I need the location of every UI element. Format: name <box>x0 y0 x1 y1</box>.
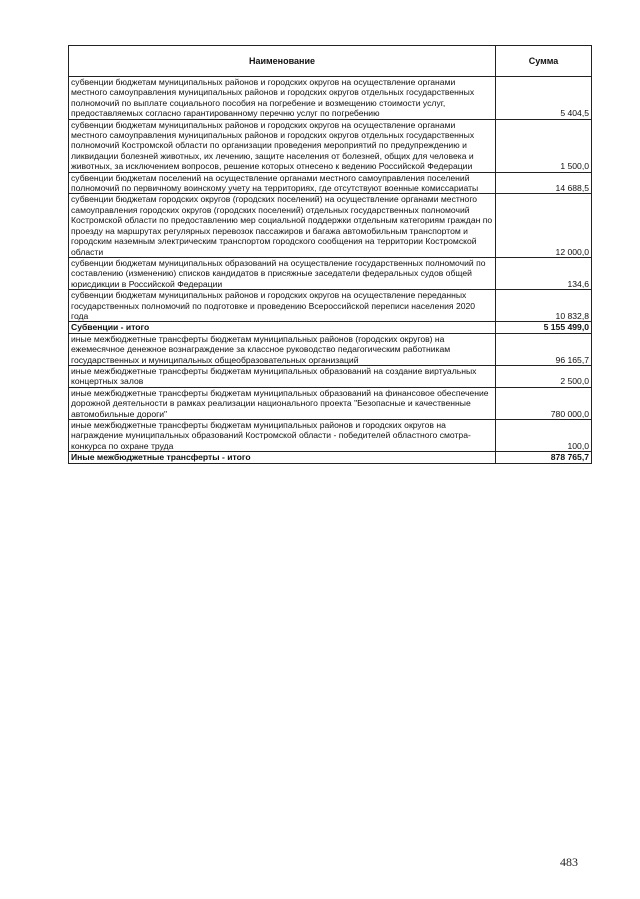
row-name-cell: субвенции бюджетам муниципальных районов и городских округов на осуществление органами местного самоуправления муниципальных районов и городских округов отдельных государственных полномочий Костромской области по организации проведения мероприятий по предупреждению и ликвидации болезней животных, их лечению, защите населения от болезней, общих для человека и животных, за исключением вопросов, решение которых отнесено к ведению Российской Федерации <box>69 119 496 172</box>
row-sum-cell: 878 765,7 <box>496 452 592 463</box>
row-name-cell: субвенции бюджетам муниципальных районов и городских округов на осуществление переданных государственных полномочий по подготовке и проведению Всероссийской переписи населения 2020 года <box>69 290 496 322</box>
table-row <box>69 365 592 387</box>
row-sum-cell: 14 688,5 <box>496 172 592 194</box>
page-number: 483 <box>560 855 578 869</box>
table-header-row <box>69 46 592 77</box>
row-sum-cell: 96 165,7 <box>496 333 592 365</box>
table-row <box>69 333 592 365</box>
row-sum-cell: 1 500,0 <box>496 119 592 172</box>
table-row <box>69 77 592 120</box>
table-body <box>69 77 592 464</box>
row-name-cell: субвенции бюджетам городских округов (городских поселений) на осуществление органами местного самоуправления городских округов (городских поселений) отдельных государственных полномочий Костромской области по предоставлению мер социальной поддержки отдельным категориям граждан по проезду на маршрутах регулярных перевозок пассажиров и багажа автомобильным транспортом и городским наземным электрическим транспортом городского сообщения на территории Костромской области <box>69 194 496 257</box>
row-name-cell: субвенции бюджетам муниципальных районов и городских округов на осуществление органами местного самоуправления муниципальных районов и городских округов отдельных государственных полномочий по выплате социального пособия на погребение и возмещению стоимости услуг, предоставляемых согласно гарантированному перечню услуг по погребению <box>69 77 496 120</box>
table-row <box>69 387 592 419</box>
row-name-cell: иные межбюджетные трансферты бюджетам муниципальных районов (городских округов) на ежемесячное денежное вознаграждение за классное руководство педагогическим работникам государственных и муниципальных общеобразовательных организаций <box>69 333 496 365</box>
row-sum-cell: 100,0 <box>496 420 592 452</box>
table-row <box>69 194 592 257</box>
table-row <box>69 119 592 172</box>
row-sum-cell: 134,6 <box>496 257 592 289</box>
column-header-name: Наименование <box>69 46 496 77</box>
row-name-cell: субвенции бюджетам поселений на осуществление органами местного самоуправления поселений полномочий по первичному воинскому учету на территориях, где отсутствуют военные комиссариаты <box>69 172 496 194</box>
budget-table <box>68 45 592 464</box>
row-name-cell: субвенции бюджетам муниципальных образований на осуществление государственных полномочий по составлению (изменению) списков кандидатов в присяжные заседатели федеральных судов общей юрисдикции в Российской Федерации <box>69 257 496 289</box>
table-row <box>69 172 592 194</box>
budget-table-container <box>68 45 591 464</box>
row-name-cell: иные межбюджетные трансферты бюджетам муниципальных образований на создание виртуальных концертных залов <box>69 365 496 387</box>
row-name-cell: иные межбюджетные трансферты бюджетам муниципальных районов и городских округов на награждение муниципальных образований Костромской области - победителей областного смотра-конкурса по охране труда <box>69 420 496 452</box>
row-name-cell: иные межбюджетные трансферты бюджетам муниципальных образований на финансовое обеспечение дорожной деятельности в рамках реализации национального проекта "Безопасные и качественные автомобильные дороги" <box>69 387 496 419</box>
table-total-row <box>69 322 592 333</box>
row-sum-cell: 10 832,8 <box>496 290 592 322</box>
table-total-row <box>69 452 592 463</box>
table-row <box>69 290 592 322</box>
row-sum-cell: 5 155 499,0 <box>496 322 592 333</box>
row-name-cell: Субвенции - итого <box>69 322 496 333</box>
row-sum-cell: 12 000,0 <box>496 194 592 257</box>
row-sum-cell: 2 500,0 <box>496 365 592 387</box>
row-name-cell: Иные межбюджетные трансферты - итого <box>69 452 496 463</box>
row-sum-cell: 5 404,5 <box>496 77 592 120</box>
table-row <box>69 257 592 289</box>
column-header-sum: Сумма <box>496 46 592 77</box>
table-row <box>69 420 592 452</box>
row-sum-cell: 780 000,0 <box>496 387 592 419</box>
